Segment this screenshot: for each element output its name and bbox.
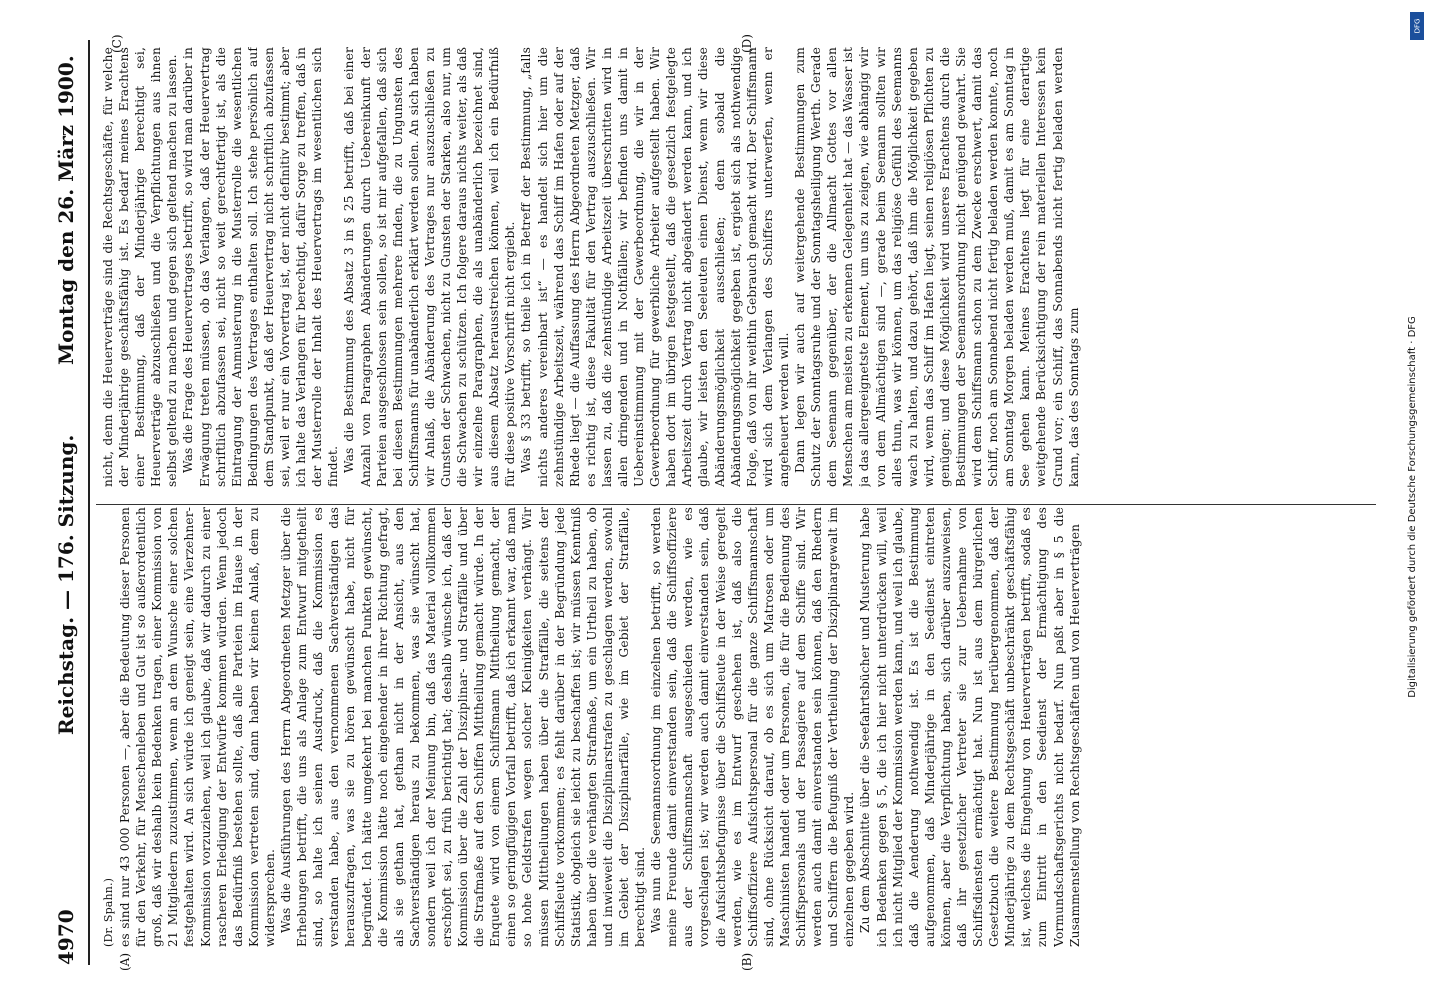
page-number: 4970: [54, 909, 78, 965]
paragraph: Dann legen wir auch auf weitergehende Bestimmungen zum Schutz der Sonntagsruhe und der Sonntagsheiligung Werth. Gerade dem Seemann gegenüber, der die Allmacht Gottes vor allen Menschen am meisten zu erkennen Gelegenheit hat — das Wasser ist ja das allergeeignetste Element, um uns zu zeigen, wie abhängig wir von dem Allmächtigen sind —, gerade beim Seemann sollten wir alles thun, was wir können, um das religiöse Gefühl des Seemanns wach zu halten, und dazu gehört, daß ihm die Möglichkeit gegeben wird, wenn das Schiff im Hafen liegt, seinen religiösen Pflichten zu genügen; und diese Möglichkeit wird unseres Erachtens durch die Bestimmungen der Seemannsordnung nicht genügend gewahrt. Sie wird dem Schiffsmann schon zu dem Zwecke erschwert, damit das Schiff, noch am Sonnabend nicht fertig beladen werden konnte, noch am Sonntag Morgen beladen werden muß, damit es am Sonntag in See gehen kann. Meines Erachtens liegt für eine derartige weitgehende Berücksichtigung der rein materiellen Interessen kein Grund vor; ein Schiff, das Sonnabends nicht fertig beladen werden kann, das des Sonntags zum: [793, 47, 1081, 487]
paragraph: Was § 33 betrifft, so theile ich in Betreff der Bestimmung, „falls nichts anderes vereinbart ist“ — es handelt sich hier um die zehnstündige Arbeitszeit, während das Schiff im Hafen oder auf der Rhede liegt — die Auffassung des Herrn Abgeordneten Metzger, daß es richtig ist, diese Fakultät für den Vertrag auszuschließen. Wir lassen zu, daß die zehnstündige Arbeitszeit überschritten wird in allen dringenden und in Nothfällen; wir befinden uns damit in Uebereinstimmung mit der Gewerbeordnung, die wir in der Gewerbeordnung für gewerbliche Arbeiter aufgestellt haben. Wir haben dort im übrigen festgestellt, daß die gesetzlich festgelegte Arbeitszeit durch Vertrag nicht abgeändert werden kann, und ich glaube, wir leisten den Seeleuten einen Dienst, wenn wir diese Abänderungsmöglichkeit ausschließen; denn sobald die Abänderungsmöglichkeit gegeben ist, ergiebt sich als nothwendige Folge, daß von ihr weithin Gebrauch gemacht wird. Der Schiffsmann wird sich dem Verlangen des Schiffers unterwerfen, wenn er angeheuert werden will.: [519, 47, 791, 487]
rotated-page-content: [40, 30, 1410, 975]
paragraph: Zu dem Abschnitte über die Seefahrtsbücher und Musterung habe ich Bedenken gegen § 5, die ich hier nicht unterdrücken will, weil ich nicht Mitglied der Kommission werden kann, und weil ich glaube, daß die Aenderung nothwendig ist. Es ist die Bestimmung aufgenommen, daß Minderjährige in den Seedienst eintreten können, aber die Verpflichtung haben, sich darüber auszuweisen, daß ihr gesetzlicher Vertreter sie zur Uebernahme von Schiffsdiensten ermächtigt hat. Nun ist aus dem bürgerlichen Gesetzbuch die weitere Bestimmung herübergenommen, daß der Minderjährige zu dem Rechtsgeschäft unbeschränkt geschäftsfähig ist, welches die Eingehung von Heuerverträgen betrifft, sodaß es zum Eintritt in den Seedienst der Ermächtigung des Vormundschaftsgerichts nicht bedarf. Nun paßt aber in § 5 die Zusammenstellung von Rechtsgeschäften und von Heuerverträgen: [858, 507, 1082, 947]
session-title: Reichstag. — 176. Sitzung.: [54, 434, 78, 735]
paragraph: nicht, denn die Heuerverträge sind die Rechtsgeschäfte, für welche der Minderjährige geschäftsfähig ist. Es bedarf meines Erachtens einer Bestimmung, daß der Minderjährige berechtigt sei, Heuerverträge abzuschließen und die Verpflichtungen aus ihnen selbst geltend zu machen und gegen sich geltend machen zu lassen.: [101, 47, 180, 487]
paragraph: Was nun die Seemannsordnung im einzelnen betrifft, so werden meine Freunde damit einverstanden sein, daß die Schiffsoffiziere aus der Schiffsmannschaft ausgeschieden werden, wie es vorgeschlagen ist; wir werden auch damit einverstanden sein, daß die Aufsichtsbefugnisse über die Schiffsleute in der Weise geregelt werden, wie es im Entwurf geschehen ist, daß also die Schiffsoffiziere Aufsichtspersonal für die ganze Schiffsmannschaft sind, ohne Rücksicht darauf, ob es sich um Matrosen oder um Maschinisten handelt oder um Personen, die für die Bedienung des Schiffspersonals und der Passagiere auf dem Schiffe sind. Wir werden auch damit einverstanden sein können, daß den Rhedern und Schiffern die Befugniß der Vertheilung der Disziplinargewalt im einzelnen gegeben wird.: [649, 507, 857, 947]
paragraph: es sind nur 43 000 Personen —, aber die Bedeutung dieser Personen für den Verkehr, für Menschenleben und Gut ist so außerordentlich groß, daß wir deshalb kein Bedenken tragen, einer Kommission von 21 Mitgliedern zuzustimmen, wenn an dem Wunsche einer solchen festgehalten wird. An sich würde ich geneigt sein, eine Vierzehner-Kommission vorzuziehen, weil ich glaube, daß wir dadurch zu einer rascheren Erledigung der Entwürfe kommen würden. Wenn jedoch das Bedürfniß bestehen sollte, daß alle Parteien im Hause in der Kommission vertreten sind, dann haben wir keinen Anlaß, dem zu widersprechen.: [118, 507, 277, 947]
margin-marker-a: (A): [118, 952, 132, 971]
paragraph: Was die Ausführungen des Herrn Abgeordneten Metzger über die Erhebungen betrifft, die uns als Anlage zum Entwurf mitgetheilt sind, so halte ich seinen Ausdruck, daß die Kommission es verstanden habe, aus den vernommenen Sachverständigen das herauszufragen, was sie zu hören gewünscht habe, nicht für begründet. Ich hätte umgekehrt bei manchen Punkten gewünscht, die Kommission hätte noch eingehender in ihrer Richtung gefragt, als sie gethan hat, gethan nicht in der Ansicht, aus den Sachverständigen heraus zu bekommen, was sie wünscht hat, sondern weil ich der Meinung bin, daß das Material vollkommen erschöpft sei, zu früh berichtigt hat; deshalb wünsche ich, daß der Kommission über die Zahl der Disziplinar- und Straffälle und über die Strafmaße auf den Schiffen Mittheilung gemacht würde. In der Enquete wird von einem Schiffsmann Mittheilung gemacht, der einen so geringfügigen Vorfall betrifft, daß ich erkannt war, daß man so hohe Geldstrafen wegen solcher Kleinigkeiten verhängt. Wir müssen Mittheilungen haben über die Straffälle, die seitens der Schiffsleute vorkommen; es fehlt darüber in der Begründung jede Statistik, obgleich sie leicht zu beschaffen ist; wir müssen Kenntniß haben über die verhängten Strafmaße, um ein Urtheil zu haben, ob und inwieweit die Disziplinarstrafen zu geschlagen werden, sowohl im Gebiet der Disziplinarfälle, wie im Gebiet der Straffälle, berechtigt sind.: [279, 507, 648, 947]
column-divider: [96, 504, 1376, 505]
margin-marker-b: (B): [740, 952, 754, 971]
session-date: Montag den 26. März 1900.: [54, 55, 78, 365]
digitization-sidebar: [1402, 8, 1430, 998]
dfg-logo: DFG: [1410, 12, 1424, 40]
speaker-label: (Dr. Spahn.): [102, 877, 115, 947]
margin-marker-c: (C): [110, 34, 124, 53]
document-sheet: [40, 30, 1410, 975]
header-rule: [88, 40, 90, 965]
left-column: [100, 507, 1380, 947]
paragraph: Was die Frage des Heuervertrages betrifft, so wird man darüber in Erwägung treten müssen, ob das Verlangen, daß der Heuervertrag schriftlich abzufassen sei, nicht so weit gerechtfertigt ist, als die Eintragung der Anmusterung in die Musterrolle die wesentlichen Bedingungen des Vertrages enthalten soll. Ich stehe persönlich auf dem Standpunkt, daß der Heuervertrag nicht schriftlich abzufassen sei, weil er nur ein Vorvertrag ist, der nicht definitiv bestimmt; aber ich halte das Verlangen für berechtigt, dafür Sorge zu treffen, daß in der Musterrolle der Inhalt des Heuervertrags im wesentlichen sich findet.: [181, 47, 341, 487]
paragraph: Was die Bestimmung des Absatz 3 in § 25 betrifft, daß bei einer Anzahl von Paragraphen Abänderungen durch Uebereinkunft der Parteien ausgeschlossen sein sollen, so ist mir aufgefallen, daß sich bei diesen Bestimmungen mehrere finden, die zu Ungunsten des Schiffsmanns für unabänderlich erklärt werden sollen. An sich haben wir Anlaß, die Abänderung des Vertrages nur auszuschließen zu Gunsten der Schwachen, nicht zu Gunsten der Starken, also nur, um die Schwachen zu schützen. Ich folgere daraus nichts weiter, als daß wir einzelne Paragraphen, die als unabänderlich bezeichnet sind, aus diesem Absatz herausstreichen können, weil ich ein Bedürfniß für diese positive Vorschrift nicht ergiebt.: [342, 47, 518, 487]
margin-marker-d: (D): [740, 34, 754, 53]
right-column: [100, 47, 1380, 487]
page-header: [48, 40, 88, 965]
digitization-credit: Digitalisierung gefördert durch die Deutsche Forschungsgemeinschaft · DFG: [1407, 316, 1418, 698]
